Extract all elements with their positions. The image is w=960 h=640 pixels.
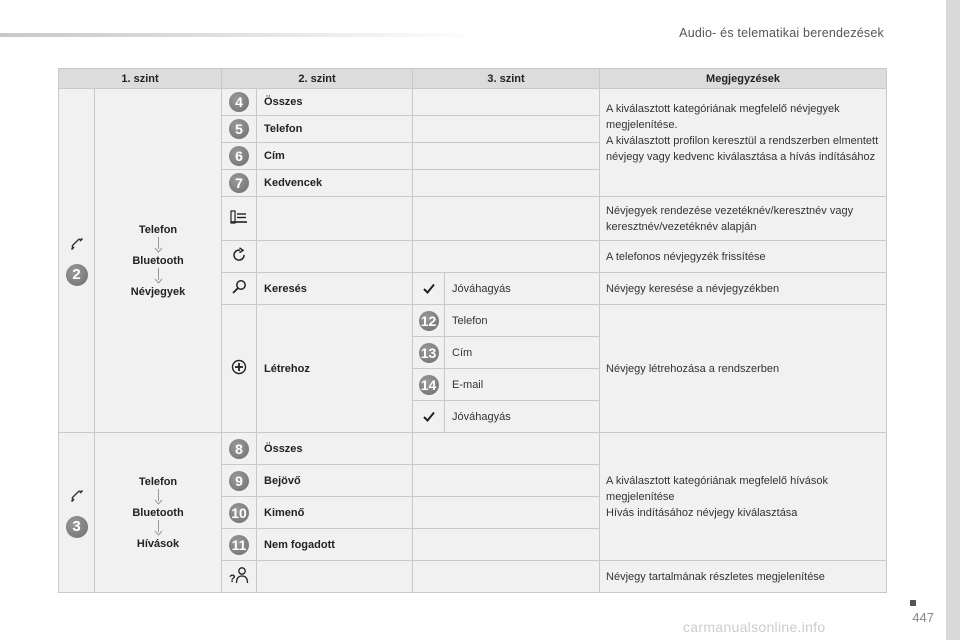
col-header-level3: 3. szint [413,69,600,89]
col-header-level2: 2. szint [222,69,413,89]
level2-path-contacts [95,89,222,433]
note-calls-categories: A kiválasztott kategóriának megfelelő hívások megjelenítése Hívás indításához névjegy kiválasztása [600,433,887,561]
add-circle-icon [231,359,247,375]
note-details: Névjegy tartalmának részletes megjelenítése [600,561,887,593]
note-create: Névjegy létrehozása a rendszerben [600,305,887,433]
level2-label: Nem fogadott [257,529,413,561]
side-strip [946,0,960,640]
badge-9: 9 [229,471,249,491]
badge-13: 13 [419,343,439,363]
badge-8: 8 [229,439,249,459]
level3-label: E-mail [445,369,600,401]
sort-contacts-icon [230,210,248,224]
phone-handset-icon [69,236,85,252]
page-marker [910,600,916,606]
level1-cell-contacts [59,89,95,433]
note-sort: Névjegyek rendezése vezetéknév/keresztnév vagy keresztnév/vezetéknév alapján [600,197,887,241]
note-search: Névjegy keresése a névjegyzékben [600,273,887,305]
badge-12: 12 [419,311,439,331]
level2-label: Cím [257,143,413,170]
table-row [59,89,887,116]
badge-5: 5 [229,119,249,139]
note-contacts-categories: A kiválasztott kategóriának megfelelő névjegyek megjelenítése. A kiválasztott profilon keresztül a rendszerben elmentett névjegy vagy kedvenc kiválasztása a hívás indításához [600,89,887,197]
level2-label: Keresés [257,273,413,305]
col-header-notes: Megjegyzések [600,69,887,89]
level2-label: Kedvencek [257,170,413,197]
level2-item: Névjegyek [130,285,186,298]
table-header-row [59,69,887,89]
badge-11: 11 [229,535,249,555]
level2-path-calls [95,433,222,593]
level2-label: Bejövő [257,465,413,497]
level2-item: Bluetooth [132,506,184,519]
level2-label: Létrehoz [257,305,413,433]
level2-item: Bluetooth [132,254,184,267]
level2-item: Telefon [138,475,178,488]
level2-label: Kimenő [257,497,413,529]
checkmark-icon [423,283,435,294]
level2-label: Telefon [257,116,413,143]
badge-6: 6 [229,146,249,166]
checkmark-icon [423,411,435,422]
table-row [59,433,887,465]
level2-label: Összes [257,433,413,465]
page-number: 447 [912,610,934,625]
refresh-icon [231,247,247,263]
arrow-down-icon [154,489,163,505]
header-rule [0,33,480,37]
menu-table [58,68,887,593]
arrow-down-icon [154,237,163,253]
level2-item: Hívások [136,537,180,550]
level2-label: Összes [257,89,413,116]
level3-label: Jóváhagyás [445,401,600,433]
level3-label: Jóváhagyás [445,273,600,305]
search-icon [231,279,247,295]
arrow-down-icon [154,520,163,536]
col-header-level1: 1. szint [59,69,222,89]
page-header-title: Audio- és telematikai berendezések [679,26,884,40]
level1-badge-contacts: 2 [66,264,88,286]
note-refresh: A telefonos névjegyzék frissítése [600,241,887,273]
badge-10: 10 [229,503,249,523]
badge-4: 4 [229,92,249,112]
phone-handset-icon [69,488,85,504]
level1-cell-calls [59,433,95,593]
level1-badge-calls: 3 [66,516,88,538]
level3-label: Cím [445,337,600,369]
level2-item: Telefon [138,223,178,236]
contact-details-icon [229,566,249,584]
svg-text:?: ? [229,573,236,584]
level3-label: Telefon [445,305,600,337]
badge-7: 7 [229,173,249,193]
arrow-down-icon [154,268,163,284]
badge-14: 14 [419,375,439,395]
watermark-text: carmanualsonline.info [683,619,826,635]
